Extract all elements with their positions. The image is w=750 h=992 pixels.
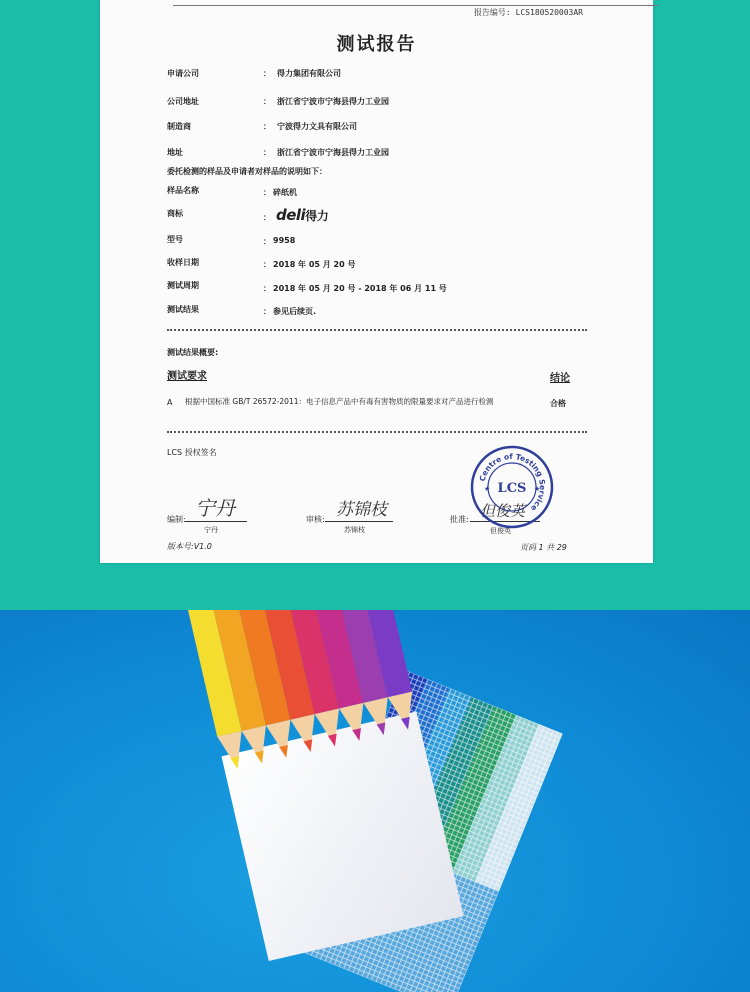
colon: ： bbox=[263, 237, 271, 246]
approver-name: 但俊英 bbox=[490, 527, 511, 535]
reviewer-role: 审核: bbox=[306, 515, 325, 524]
compiler-name: 宁丹 bbox=[204, 526, 218, 534]
deli-logo-cn: 得力 bbox=[305, 209, 329, 223]
sample-name-value: 碎纸机 bbox=[273, 188, 297, 197]
model-label: 型号 bbox=[167, 235, 183, 244]
company-address-label: 公司地址 bbox=[167, 97, 199, 106]
report-number: 报告编号: LCS180520003AR bbox=[473, 8, 583, 17]
shredder-pencil-artwork bbox=[0, 610, 750, 992]
address-value: 浙江省宁波市宁海县得力工业园 bbox=[277, 148, 389, 157]
version-number: 版本号:V1.0 bbox=[167, 542, 212, 551]
colon: ： bbox=[263, 213, 271, 222]
signature-line bbox=[325, 521, 393, 522]
sample-name-label: 样品名称 bbox=[167, 186, 199, 195]
colon: ： bbox=[263, 260, 271, 269]
conclusion-header: 结论 bbox=[550, 373, 570, 384]
summary-title: 测试结果概要: bbox=[167, 348, 219, 357]
approver-role: 批准: bbox=[450, 515, 469, 524]
reviewer-name: 苏锦枝 bbox=[344, 526, 365, 534]
deli-logo bbox=[276, 206, 328, 224]
company-address-value: 浙江省宁波市宁海县得力工业园 bbox=[277, 97, 389, 106]
model-value: 9958 bbox=[273, 236, 296, 245]
trademark-label: 商标 bbox=[167, 209, 183, 218]
receive-date-label: 收样日期 bbox=[167, 258, 199, 267]
lcs-stamp-seal bbox=[470, 445, 554, 529]
colon: ： bbox=[263, 69, 271, 78]
requirement-header: 测试要求 bbox=[167, 371, 207, 382]
colon: ： bbox=[263, 122, 271, 131]
requirement-letter: A bbox=[167, 398, 173, 407]
receive-date-value: 2018 年 05 月 20 号 bbox=[273, 260, 356, 269]
requirement-text: 根据中国标准 GB/T 26572-2011：电子信息产品中有毒有害物质的限量要求对产品进行检测 bbox=[185, 397, 494, 406]
test-result-label: 测试结果 bbox=[167, 305, 199, 314]
sample-intro: 委托检测的样品及申请者对样品的说明如下： bbox=[167, 167, 327, 176]
reviewer-signature: 苏锦枝 bbox=[336, 500, 387, 520]
test-result-value: 参见后续页. bbox=[273, 307, 317, 316]
test-period-label: 测试周期 bbox=[167, 281, 199, 290]
header-rule bbox=[173, 5, 658, 6]
stamp-star-icon: ★ bbox=[484, 485, 491, 493]
stamp-text: Centre of Testing Service bbox=[477, 451, 548, 514]
dotted-divider bbox=[167, 329, 587, 331]
stamp-star-icon: ★ bbox=[534, 485, 541, 493]
deli-logo-latin: deli bbox=[276, 206, 306, 224]
applicant-value: 得力集团有限公司 bbox=[277, 69, 341, 78]
applicant-label: 申请公司 bbox=[167, 69, 199, 78]
colon: ： bbox=[263, 148, 271, 157]
test-period-value: 2018 年 05 月 20 号 - 2018 年 06 月 11 号 bbox=[273, 284, 447, 293]
authorized-signature-title: LCS 授权签名 bbox=[167, 448, 217, 457]
manufacturer-value: 宁波得力文具有限公司 bbox=[277, 122, 357, 131]
dotted-divider bbox=[167, 431, 587, 433]
page-number: 页码 1 共 29 bbox=[520, 543, 567, 552]
address-label: 地址 bbox=[167, 148, 183, 157]
colon: ： bbox=[263, 307, 271, 316]
stamp-logo: LCS bbox=[497, 481, 527, 496]
test-report-document bbox=[100, 0, 653, 563]
compiler-signature: 宁丹 bbox=[195, 496, 235, 520]
colon: ： bbox=[263, 97, 271, 106]
report-title: 测试报告 bbox=[336, 34, 417, 55]
requirement-result: 合格 bbox=[550, 399, 566, 408]
colon: ： bbox=[263, 284, 271, 293]
manufacturer-label: 制造商 bbox=[167, 122, 191, 131]
signature-line bbox=[185, 521, 247, 522]
compiler-role: 编制: bbox=[167, 515, 186, 524]
approver-signature: 但俊英 bbox=[480, 502, 526, 520]
colon: ： bbox=[263, 188, 271, 197]
